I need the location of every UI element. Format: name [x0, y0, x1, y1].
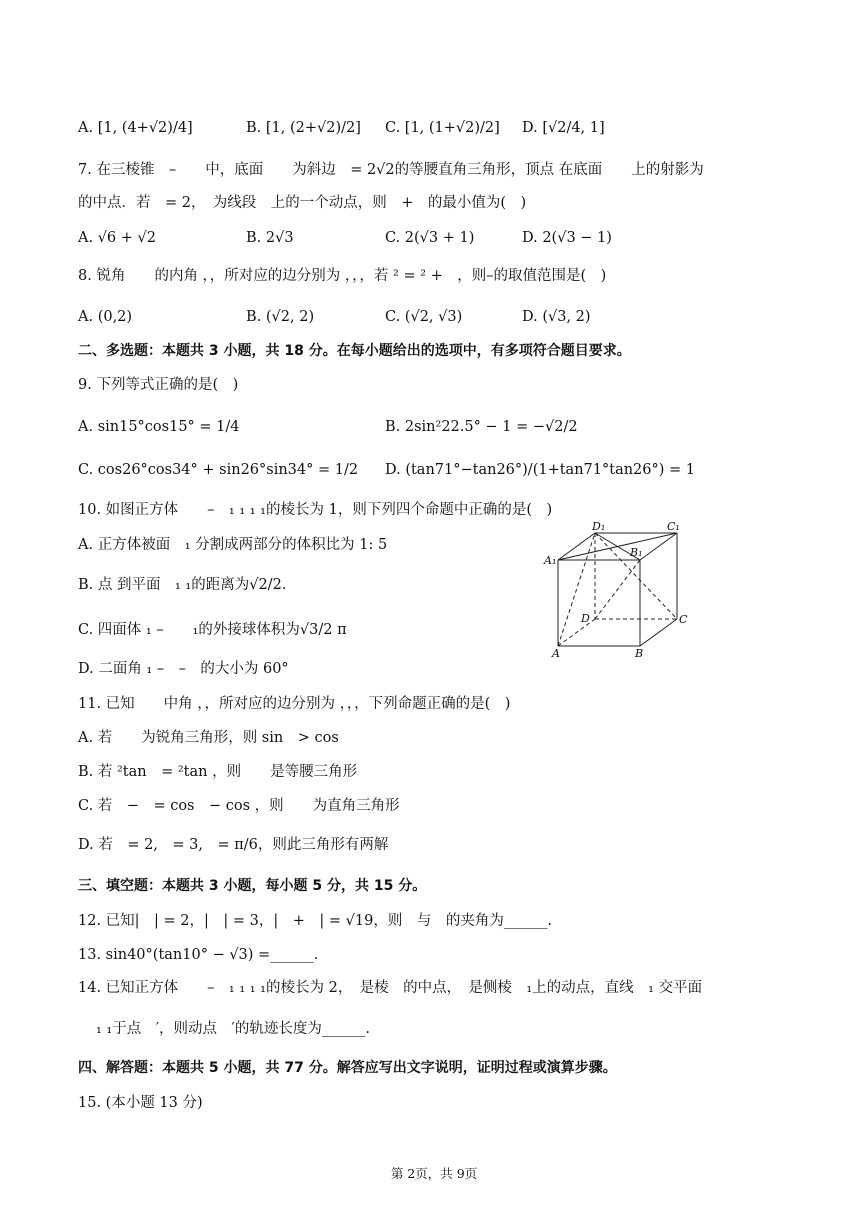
q13-stem: 13. sin40°(tan10° − √3) =______.	[78, 947, 319, 963]
q9-option-b: B. 2sin²22.5° − 1 = −√2/2	[385, 419, 578, 435]
q11-option-c: C. 若 − = cos − cos ，则 为直角三角形	[78, 798, 400, 814]
q14-stem-line2: ₁ ₁于点 ′，则动点 ′的轨迹长度为______.	[96, 1021, 370, 1037]
cube-label-d: D	[581, 612, 590, 625]
q8-option-b: B. (√2, 2)	[246, 309, 315, 325]
q10-stem: 10. 如图正方体 – ₁ ₁ ₁ ₁的棱长为 1，则下列四个命题中正确的是( )	[78, 502, 553, 518]
cube-hidden-diagonal	[595, 560, 640, 619]
q11-option-b: B. 若 ²tan = ²tan ，则 是等腰三角形	[78, 764, 358, 780]
q7-option-b: B. 2√3	[246, 230, 294, 246]
q7-stem-line1: 7. 在三棱锥 – 中，底面 为斜边 = 2√2的等腰直角三角形，顶点 在底面 上的射影为	[78, 162, 704, 178]
cube-label-a: A	[552, 647, 560, 660]
cube-label-c1: C₁	[667, 520, 680, 533]
section-heading-fill-in: 三、填空题：本题共 3 小题，每小题 5 分，共 15 分。	[78, 878, 427, 894]
page-footer: 第 2页，共 9页	[390, 1166, 478, 1181]
cube-figure	[540, 520, 700, 660]
q11-option-d: D. 若 = 2, = 3, = π/6，则此三角形有两解	[78, 837, 389, 853]
section-heading-solutions: 四、解答题：本题共 5 小题，共 77 分。解答应写出文字说明，证明过程或演算步骤。	[78, 1060, 617, 1076]
cube-hidden-diagonal	[558, 533, 595, 646]
section-heading-multiple-choice: 二、多选题：本题共 3 小题，共 18 分。在每小题给出的选项中，有多项符合题目要求。	[78, 343, 631, 359]
cube-label-c: C	[679, 613, 688, 626]
cube-label-a1: A₁	[544, 554, 557, 567]
q11-option-a: A. 若 为锐角三角形，则 sin > cos	[78, 730, 339, 746]
q8-option-a: A. (0,2)	[78, 309, 133, 325]
q6-option-b: B. [1, (2+√2)/2]	[246, 120, 361, 136]
q6-option-d: D. [√2/4, 1]	[522, 120, 605, 136]
q10-option-a: A. 正方体被面 ₁ 分割成两部分的体积比为 1: 5	[78, 537, 388, 553]
q9-option-d: D. (tan71°−tan26°)/(1+tan71°tan26°) = 1	[385, 462, 696, 478]
q11-stem: 11. 已知 中角 ，，所对应的边分别为 ，，，下列命题正确的是( )	[78, 696, 511, 712]
cube-edge	[640, 619, 677, 646]
q10-option-b: B. 点 到平面 ₁ ₁的距离为√2/2.	[78, 577, 287, 593]
cube-label-d1: D₁	[592, 520, 606, 533]
q9-stem: 9. 下列等式正确的是( )	[78, 377, 239, 393]
q10-option-d: D. 二面角 ₁ – – 的大小为 60°	[78, 661, 289, 677]
cube-label-b1: B₁	[630, 546, 643, 559]
q8-option-c: C. (√2, √3)	[385, 309, 463, 325]
q8-stem: 8. 锐角 的内角 ，，所对应的边分别为 ，，，若 ² = ² + ，则–的取值范围是( )	[78, 268, 607, 284]
q12-stem: 12. 已知| | = 2，| | = 3，| + | = √19，则 与 的夹角为______.	[78, 913, 552, 929]
cube-label-b: B	[635, 647, 644, 660]
q7-option-d: D. 2(√3 − 1)	[522, 230, 612, 246]
q6-option-c: C. [1, (1+√2)/2]	[385, 120, 500, 136]
q9-option-a: A. sin15°cos15° = 1/4	[78, 419, 240, 435]
q7-option-c: C. 2(√3 + 1)	[385, 230, 475, 246]
q14-stem-line1: 14. 已知正方体 – ₁ ₁ ₁ ₁的棱长为 2， 是棱 的中点， 是侧棱 ₁上的动点，直线 ₁ 交平面	[78, 980, 703, 996]
q6-option-a: A. [1, (4+√2)/4]	[78, 120, 193, 136]
q7-stem-line2: 的中点．若 = 2， 为线段 上的一个动点，则 + 的最小值为( )	[78, 195, 527, 211]
q7-option-a: A. √6 + √2	[78, 230, 156, 246]
q15-stem: 15. (本小题 13 分)	[78, 1095, 203, 1111]
q9-option-c: C. cos26°cos34° + sin26°sin34° = 1/2	[78, 462, 359, 478]
q8-option-d: D. (√3, 2)	[522, 309, 591, 325]
q10-option-c: C. 四面体 ₁ – ₁的外接球体积为√3/2 π	[78, 622, 347, 638]
